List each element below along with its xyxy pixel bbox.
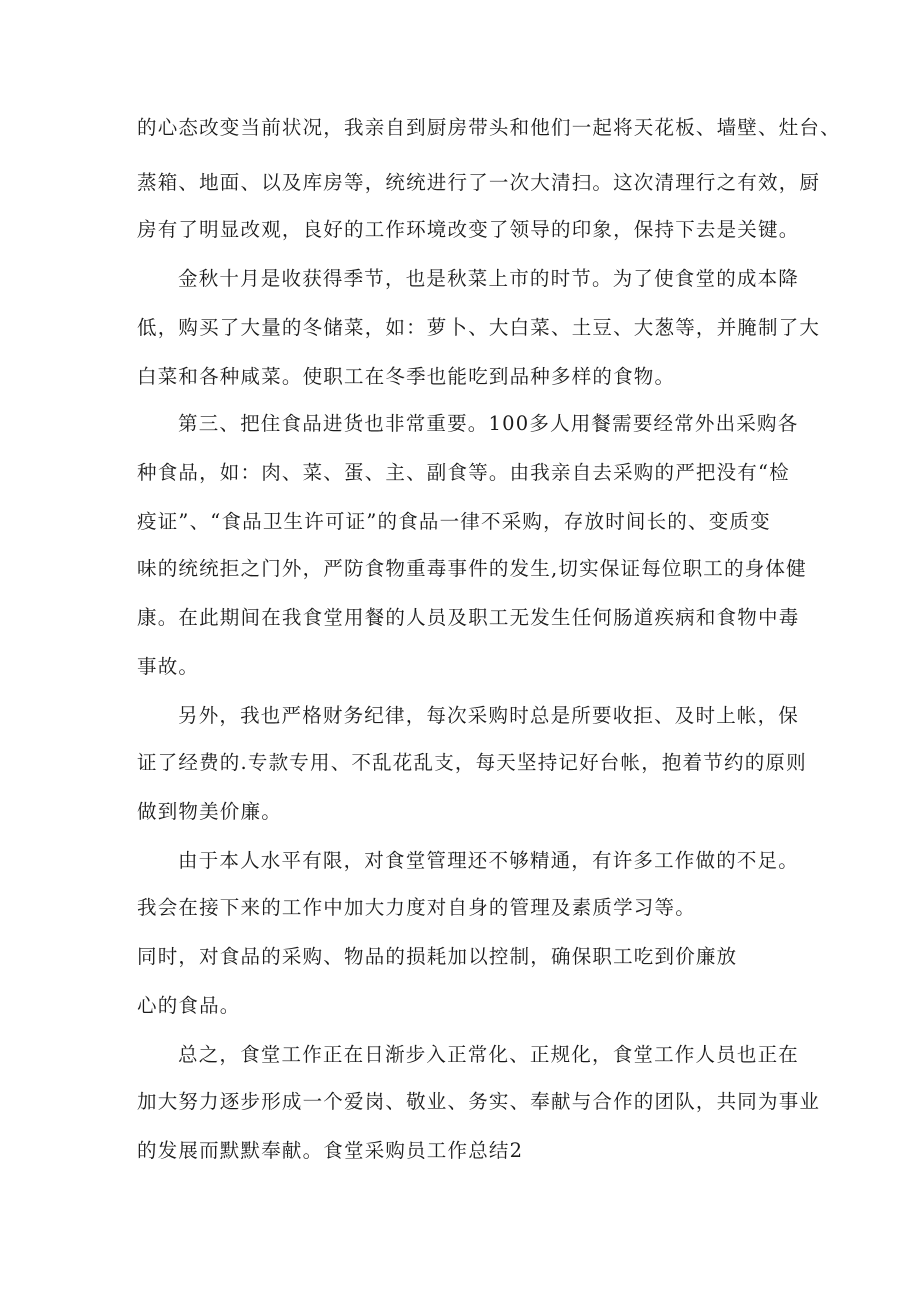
text-line-3: 房有了明显改观，良好的工作环境改变了领导的印象，保持下去是关键。 <box>137 218 800 241</box>
text-line-17: 我会在接下来的工作中加大力度对自身的管理及素质学习等。 <box>137 896 696 919</box>
text-line-9: 疫证”、“食品卫生许可证”的食品一律不采购，存放时间长的、变质变 <box>137 510 771 533</box>
text-line-4: 金秋十月是收获得季节，也是秋菜上市的时节。为了使食堂的成本降 <box>178 267 800 290</box>
text-line-22: 的发展而默默奉献。食堂采购员工作总结2 <box>137 1139 524 1162</box>
text-line-7: 第三、把住食品进货也非常重要。100多人用餐需要经常外出采购各 <box>178 412 799 435</box>
text-line-6: 白菜和各种咸菜。使职工在冬季也能吃到品种多样的食物。 <box>137 365 676 388</box>
text-line-19: 心的食品。 <box>137 994 241 1017</box>
text-line-18: 同时，对食品的采购、物品的损耗加以控制，确保职工吃到价廉放 <box>137 945 738 968</box>
text-line-10: 味的统统拒之门外，严防食物重毒事件的发生,切实保证每位职工的身体健 <box>137 557 807 580</box>
text-line-20: 总之，食堂工作正在日渐步入正常化、正规化，食堂工作人员也正在 <box>178 1043 800 1066</box>
text-line-11: 康。在此期间在我食堂用餐的人员及职工无发生任何肠道疾病和食物中毒 <box>137 606 800 629</box>
text-line-1: 的心态改变当前状况，我亲自到厨房带头和他们一起将天花板、墙壁、灶台、 <box>137 116 841 139</box>
text-line-12: 事故。 <box>137 655 200 678</box>
text-line-14: 证了经费的.专款专用、不乱花乱支，每天坚持记好台帐，抱着节约的原则 <box>137 751 807 774</box>
text-line-15: 做到物美价廉。 <box>137 800 282 823</box>
text-line-13: 另外，我也严格财务纪律，每次采购时总是所要收拒、及时上帐，保 <box>178 704 800 727</box>
text-line-5: 低，购买了大量的冬储菜，如：萝卜、大白菜、土豆、大葱等，并腌制了大 <box>137 316 821 339</box>
text-line-21: 加大努力逐步形成一个爱岗、敬业、务实、奉献与合作的团队，共同为事业 <box>137 1090 821 1113</box>
text-line-16: 由于本人水平有限，对食堂管理还不够精通，有许多工作做的不足。 <box>178 849 800 872</box>
text-line-8: 种食品，如：肉、菜、蛋、主、副食等。由我亲自去采购的严把没有“检 <box>137 461 790 484</box>
text-line-2: 蒸箱、地面、以及库房等，统统进行了一次大清扫。这次清理行之有效，厨 <box>137 171 821 194</box>
